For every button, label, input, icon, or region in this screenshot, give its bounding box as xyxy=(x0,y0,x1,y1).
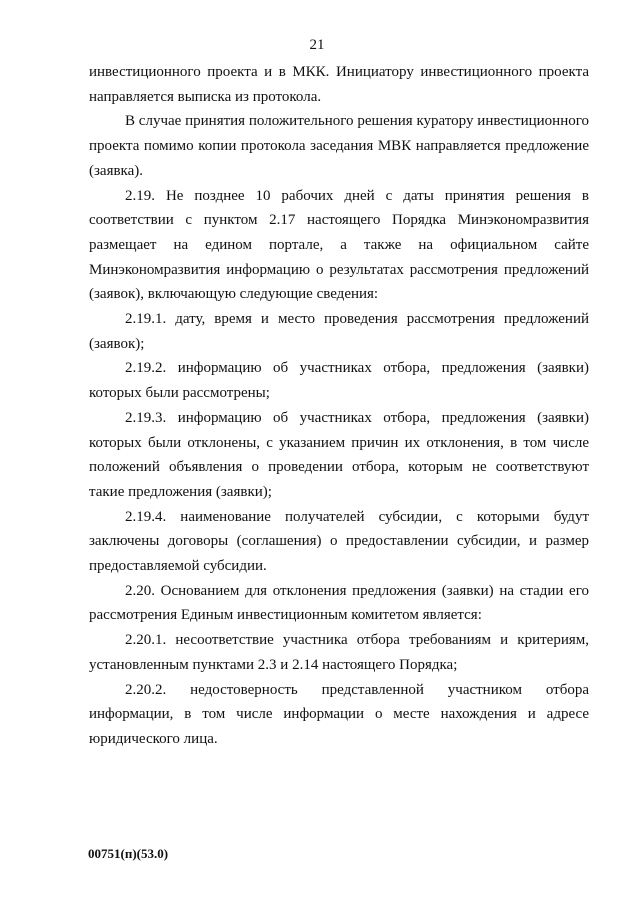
paragraph-curator-proposal: В случае принятия положительного решения куратору инвестиционного проекта помимо копии протокола заседания МВК направляется предложение (заявка). xyxy=(89,113,589,179)
paragraph-2-19-3: 2.19.3. информацию об участниках отбора, предложения (заявки) которых были отклонены, с указанием причин их отклонения, в том числе положений объявления о проведении отбора, которым не соответствуют такие предложения (заявки); xyxy=(89,409,589,500)
paragraph-2-19: 2.19. Не позднее 10 рабочих дней с даты принятия решения в соответствии с пунктом 2.17 настоящего Порядка Минэкономразвития размещает на едином портале, а также на официальном сайте Минэкономразвития информацию о результатах рассмотрения предложений (заявок), включающую следующие сведения: xyxy=(89,187,589,303)
document-body xyxy=(89,60,589,752)
document-code: 00751(п)(53.0) xyxy=(88,846,169,861)
paragraph-2-19-4: 2.19.4. наименование получателей субсидии, с которыми будут заключены договоры (соглашения) о предоставлении субсидии, и размер предоставляемой субсидии. xyxy=(89,508,589,575)
paragraph-2-19-1: 2.19.1. дату, время и место проведения рассмотрения предложений (заявок); xyxy=(89,311,589,352)
paragraph-continuation: инвестиционного проекта и в МКК. Инициатору инвестиционного проекта направляется выписка из протокола. xyxy=(89,64,589,105)
paragraph-2-20-2: 2.20.2. недостоверность представленной участником отбора информации, в том числе информации о месте нахождения и адресе юридического лица. xyxy=(89,681,589,747)
page-number: 21 xyxy=(309,37,325,53)
paragraph-2-20: 2.20. Основанием для отклонения предложения (заявки) на стадии его рассмотрения Единым инвестиционным комитетом является: xyxy=(89,582,589,624)
paragraph-2-19-2: 2.19.2. информацию об участниках отбора, предложения (заявки) которых были рассмотрены; xyxy=(89,360,589,402)
paragraph-2-20-1: 2.20.1. несоответствие участника отбора требованиям и критериям, установленным пунктами 2.3 и 2.14 настоящего Порядка; xyxy=(89,632,589,673)
